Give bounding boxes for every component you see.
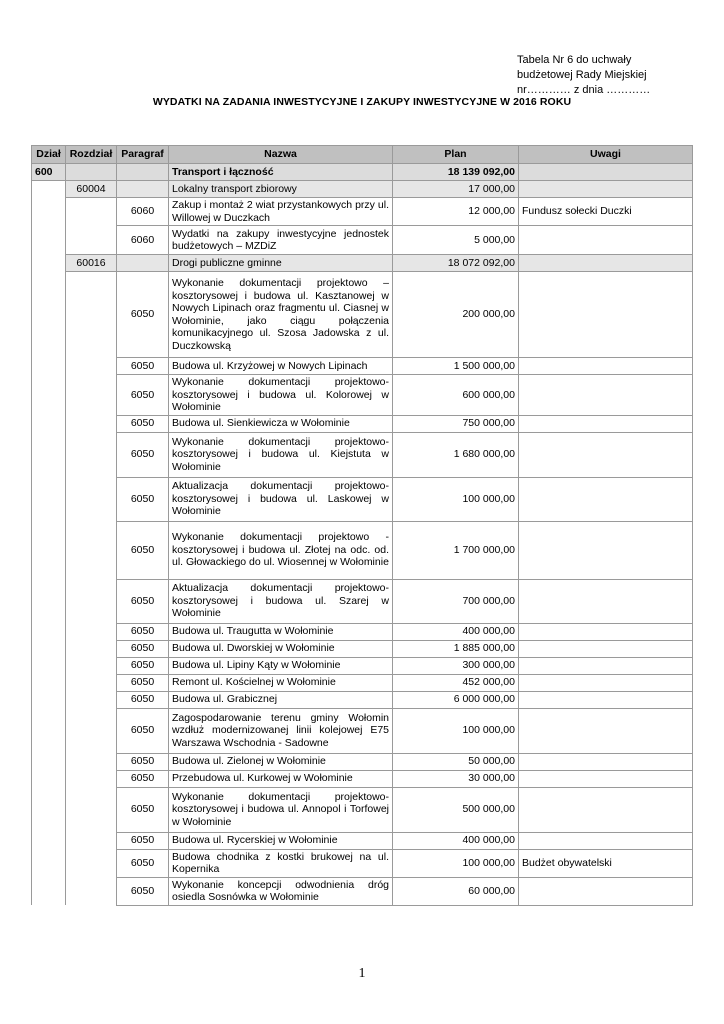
item-plan: 1 500 000,00 (393, 358, 519, 375)
item-name: Budowa ul. Grabicznej (169, 691, 393, 708)
item-uwagi (519, 640, 693, 657)
col-header-plan: Plan (393, 146, 519, 164)
resolution-note (517, 53, 650, 98)
rozdzial-plan: 18 072 092,00 (393, 255, 519, 272)
item-name: Wykonanie dokumentacji projektowo – kosztorysowej i budowa ul. Kasztanowej w Nowych Lipinach oraz fragmentu ul. Ciasnej w Wołominie, jako ciągu połączenia komunikacyjnego ul. Szosa Jadowska z ul. Duczkowską (169, 272, 393, 358)
item-paragraf: 6050 (117, 579, 169, 623)
item-plan: 100 000,00 (393, 849, 519, 877)
item-uwagi (519, 358, 693, 375)
item-uwagi (519, 657, 693, 674)
item-uwagi: Fundusz sołecki Duczki (519, 198, 693, 226)
resolution-note-line2: budżetowej Rady Miejskiej (517, 69, 647, 81)
item-uwagi (519, 770, 693, 787)
item-paragraf: 6050 (117, 623, 169, 640)
item-plan: 600 000,00 (393, 375, 519, 416)
item-name: Budowa ul. Zielonej w Wołominie (169, 753, 393, 770)
table-row (32, 415, 693, 432)
item-name: Przebudowa ul. Kurkowej w Wołominie (169, 770, 393, 787)
item-name: Budowa chodnika z kostki brukowej na ul. Kopernika (169, 849, 393, 877)
table-row (32, 708, 693, 753)
rozdzial-row (32, 181, 693, 198)
resolution-note-line3: nr………… z dnia ………… (517, 84, 651, 96)
item-name: Aktualizacja dokumentacji projektowo-kosztorysowej i budowa ul. Laskowej w Wołominie (169, 477, 393, 521)
item-name: Wykonanie dokumentacji projektowo-kosztorysowej i budowa ul. Annopol i Torfowej w Wołominie (169, 787, 393, 832)
item-plan: 400 000,00 (393, 832, 519, 849)
table-row (32, 477, 693, 521)
item-plan: 60 000,00 (393, 877, 519, 905)
item-uwagi (519, 432, 693, 477)
item-uwagi: Budżet obywatelski (519, 849, 693, 877)
item-paragraf: 6050 (117, 477, 169, 521)
item-uwagi (519, 877, 693, 905)
item-name: Aktualizacja dokumentacji projektowo-kosztorysowej i budowa ul. Szarej w Wołominie (169, 579, 393, 623)
item-uwagi (519, 375, 693, 416)
item-plan: 400 000,00 (393, 623, 519, 640)
document-title: WYDATKI NA ZADANIA INWESTYCYJNE I ZAKUPY INWESTYCYJNE W 2016 ROKU (152, 96, 572, 108)
item-paragraf: 6060 (117, 226, 169, 255)
item-uwagi (519, 708, 693, 753)
item-uwagi (519, 787, 693, 832)
item-plan: 12 000,00 (393, 198, 519, 226)
section-dzial: 600 (32, 164, 66, 181)
item-uwagi (519, 691, 693, 708)
table-row (32, 674, 693, 691)
item-plan: 1 700 000,00 (393, 521, 519, 579)
table-row (32, 640, 693, 657)
item-paragraf: 6050 (117, 432, 169, 477)
item-paragraf: 6050 (117, 770, 169, 787)
item-name: Wykonanie koncepcji odwodnienia dróg osiedla Sosnówka w Wołominie (169, 877, 393, 905)
col-header-dzial: Dział (32, 146, 66, 164)
item-uwagi (519, 579, 693, 623)
item-name: Wykonanie dokumentacji projektowo-kosztorysowej i budowa ul. Kiejstuta w Wołominie (169, 432, 393, 477)
item-uwagi (519, 753, 693, 770)
table-row (32, 657, 693, 674)
table-row (32, 521, 693, 579)
item-uwagi (519, 226, 693, 255)
item-paragraf: 6050 (117, 674, 169, 691)
expenditure-table (31, 145, 693, 906)
item-plan: 300 000,00 (393, 657, 519, 674)
item-paragraf: 6050 (117, 877, 169, 905)
item-uwagi (519, 674, 693, 691)
item-name: Budowa ul. Sienkiewicza w Wołominie (169, 415, 393, 432)
table-row (32, 432, 693, 477)
table-row (32, 375, 693, 416)
table-row (32, 753, 693, 770)
item-plan: 700 000,00 (393, 579, 519, 623)
item-paragraf: 6050 (117, 708, 169, 753)
item-plan: 500 000,00 (393, 787, 519, 832)
item-plan: 200 000,00 (393, 272, 519, 358)
item-name: Budowa ul. Dworskiej w Wołominie (169, 640, 393, 657)
rozdzial-row (32, 255, 693, 272)
section-plan: 18 139 092,00 (393, 164, 519, 181)
page-number: 1 (358, 966, 366, 981)
item-plan: 5 000,00 (393, 226, 519, 255)
item-uwagi (519, 415, 693, 432)
section-name: Transport i łączność (169, 164, 393, 181)
item-paragraf: 6050 (117, 521, 169, 579)
item-plan: 6 000 000,00 (393, 691, 519, 708)
table-header-row (32, 146, 693, 164)
item-name: Remont ul. Kościelnej w Wołominie (169, 674, 393, 691)
item-paragraf: 6050 (117, 832, 169, 849)
table-row (32, 272, 693, 358)
item-plan: 750 000,00 (393, 415, 519, 432)
rozdzial-code: 60016 (66, 255, 117, 272)
col-header-rozdzial: Rozdział (66, 146, 117, 164)
item-plan: 50 000,00 (393, 753, 519, 770)
table-row (32, 691, 693, 708)
col-header-nazwa: Nazwa (169, 146, 393, 164)
item-paragraf: 6050 (117, 358, 169, 375)
rozdzial-code: 60004 (66, 181, 117, 198)
item-paragraf: 6060 (117, 198, 169, 226)
col-header-paragraf: Paragraf (117, 146, 169, 164)
section-row (32, 164, 693, 181)
item-plan: 452 000,00 (393, 674, 519, 691)
item-uwagi (519, 477, 693, 521)
item-paragraf: 6050 (117, 272, 169, 358)
item-plan: 1 680 000,00 (393, 432, 519, 477)
item-uwagi (519, 272, 693, 358)
item-paragraf: 6050 (117, 691, 169, 708)
item-name: Zagospodarowanie terenu gminy Wołomin wzdłuż modernizowanej linii kolejowej E75 Warszawa Wschodnia - Sadowne (169, 708, 393, 753)
item-paragraf: 6050 (117, 753, 169, 770)
item-paragraf: 6050 (117, 657, 169, 674)
table-row (32, 832, 693, 849)
item-uwagi (519, 521, 693, 579)
item-plan: 100 000,00 (393, 708, 519, 753)
item-name: Budowa ul. Traugutta w Wołominie (169, 623, 393, 640)
rozdzial-name: Lokalny transport zbiorowy (169, 181, 393, 198)
table-row (32, 579, 693, 623)
item-paragraf: 6050 (117, 415, 169, 432)
item-paragraf: 6050 (117, 640, 169, 657)
item-plan: 1 885 000,00 (393, 640, 519, 657)
item-name: Budowa ul. Lipiny Kąty w Wołominie (169, 657, 393, 674)
item-plan: 100 000,00 (393, 477, 519, 521)
table-row (32, 358, 693, 375)
table-row (32, 226, 693, 255)
item-name: Wydatki na zakupy inwestycyjne jednostek budżetowych – MZDiZ (169, 226, 393, 255)
rozdzial-name: Drogi publiczne gminne (169, 255, 393, 272)
item-name: Budowa ul. Krzyżowej w Nowych Lipinach (169, 358, 393, 375)
item-name: Budowa ul. Rycerskiej w Wołominie (169, 832, 393, 849)
item-uwagi (519, 623, 693, 640)
item-paragraf: 6050 (117, 849, 169, 877)
table-row (32, 787, 693, 832)
col-header-uwagi: Uwagi (519, 146, 693, 164)
item-paragraf: 6050 (117, 787, 169, 832)
rozdzial-plan: 17 000,00 (393, 181, 519, 198)
table-row (32, 623, 693, 640)
resolution-note-line1: Tabela Nr 6 do uchwały (517, 54, 632, 66)
table-row (32, 198, 693, 226)
item-uwagi (519, 832, 693, 849)
table-row (32, 849, 693, 877)
item-name: Wykonanie dokumentacji projektowo -kosztorysowej i budowa ul. Złotej na odc. od. ul. Głowackiego do ul. Wiosennej w Wołominie (169, 521, 393, 579)
item-name: Wykonanie dokumentacji projektowo-kosztorysowej i budowa ul. Kolorowej w Wołominie (169, 375, 393, 416)
item-name: Zakup i montaż 2 wiat przystankowych przy ul. Willowej w Duczkach (169, 198, 393, 226)
table-row (32, 877, 693, 905)
table-row (32, 770, 693, 787)
item-plan: 30 000,00 (393, 770, 519, 787)
item-paragraf: 6050 (117, 375, 169, 416)
